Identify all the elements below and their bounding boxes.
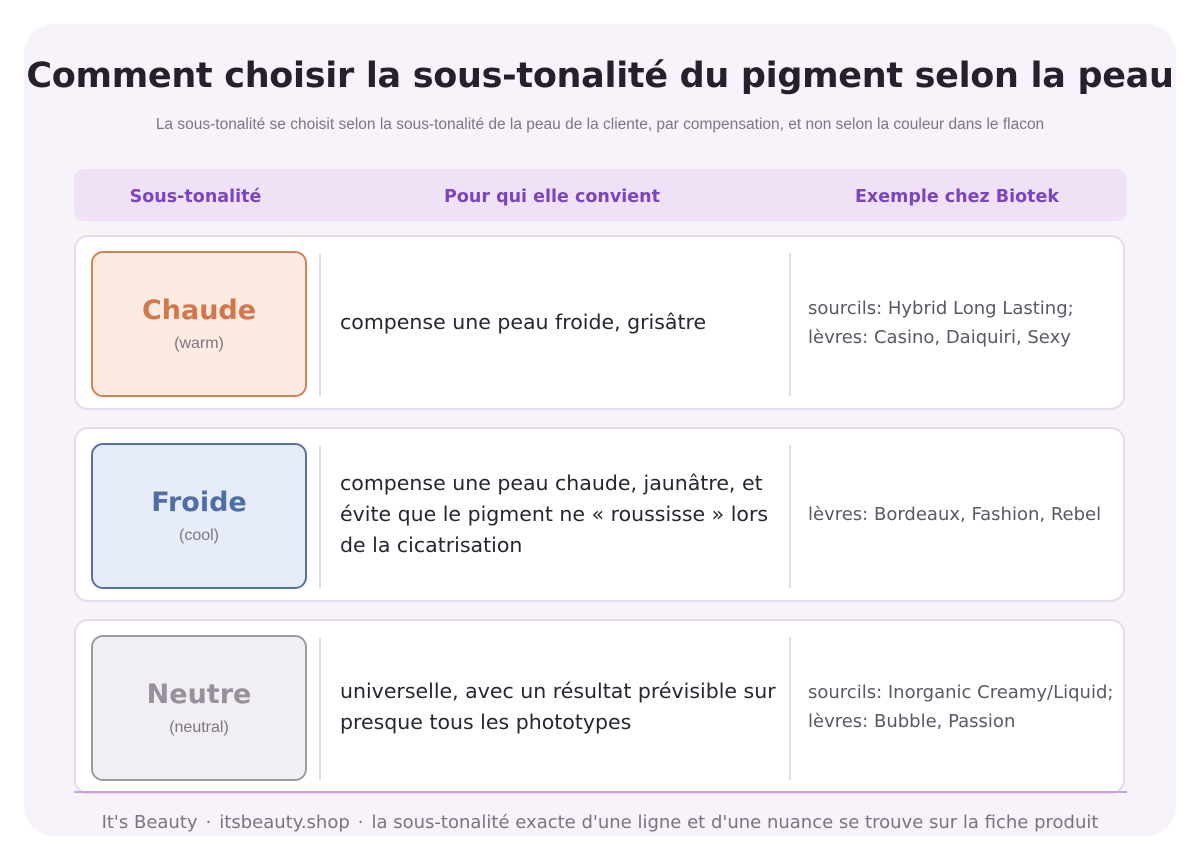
table-row-warm <box>74 235 1125 410</box>
description-text: compense une peau froide, grisâtre <box>340 310 707 334</box>
footer <box>0 812 1200 833</box>
description-text: universelle, avec un résultat prévisible sur presque tous les phototypes <box>340 678 776 734</box>
undertone-description <box>340 237 780 408</box>
table-header <box>74 169 1127 221</box>
column-divider <box>789 253 791 396</box>
column-divider <box>789 637 791 780</box>
undertone-badge-warm <box>91 251 307 397</box>
undertone-badge-cool <box>91 443 307 589</box>
column-divider <box>319 445 321 588</box>
undertone-description <box>340 429 780 600</box>
undertone-description <box>340 621 780 792</box>
header-undertone: Sous-tonalité <box>129 187 262 207</box>
header-biotek-example: Exemple chez Biotek <box>854 187 1060 207</box>
description-text: compense une peau chaude, jaunâtre, et évite que le pigment ne « roussisse » lors de la cicatrisation <box>340 471 769 557</box>
table-row-cool <box>74 427 1125 602</box>
undertone-english: (warm) <box>174 335 224 352</box>
column-divider <box>319 637 321 780</box>
column-divider <box>319 253 321 396</box>
undertone-english: (cool) <box>178 527 219 544</box>
footer-separator: · <box>357 812 364 833</box>
page-title: Comment choisir la sous-tonalité du pigment selon la peau <box>26 56 1174 96</box>
footer-site-link[interactable]: itsbeauty.shop <box>219 812 350 833</box>
undertone-name: Chaude <box>141 295 257 326</box>
example-text: sourcils: Hybrid Long Lasting; lèvres: Casino, Daiquiri, Sexy <box>808 297 1074 348</box>
undertone-name: Froide <box>151 487 247 518</box>
biotek-example <box>808 429 1118 600</box>
header-suitable-for: Pour qui elle convient <box>444 187 660 207</box>
footer-note: la sous-tonalité exacte d'une ligne et d'une nuance se trouve sur la fiche produit <box>371 812 1099 833</box>
footer-separator: · <box>205 812 212 833</box>
column-divider <box>789 445 791 588</box>
biotek-example <box>808 621 1118 792</box>
footer-brand: It's Beauty <box>101 812 198 833</box>
example-text: sourcils: Inorganic Creamy/Liquid; lèvres: Bubble, Passion <box>808 681 1114 732</box>
footer-divider <box>74 791 1127 793</box>
undertone-badge-neutral <box>91 635 307 781</box>
page-subtitle: La sous-tonalité se choisit selon la sous-tonalité de la peau de la cliente, par compensation, et non selon la couleur dans le flacon <box>155 116 1045 133</box>
biotek-example <box>808 237 1118 408</box>
undertone-english: (neutral) <box>169 719 229 736</box>
undertone-name: Neutre <box>146 679 252 710</box>
table-row-neutral <box>74 619 1125 794</box>
example-text: lèvres: Bordeaux, Fashion, Rebel <box>808 504 1102 525</box>
